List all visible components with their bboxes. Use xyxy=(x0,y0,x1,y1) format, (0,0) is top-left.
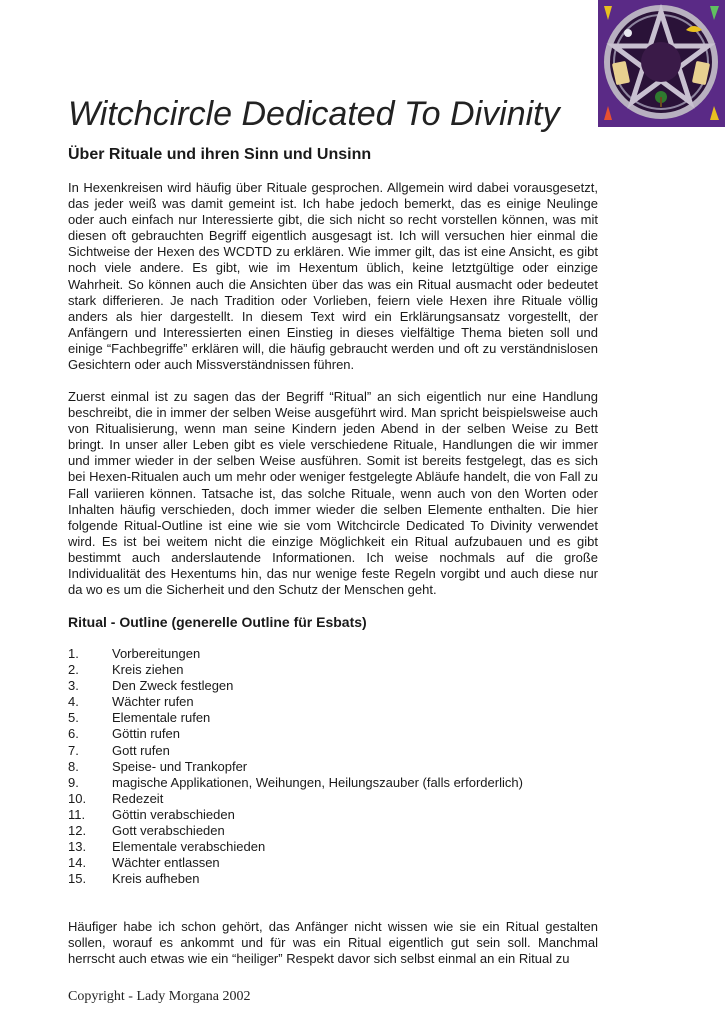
list-item xyxy=(68,871,523,887)
list-item-number: 14. xyxy=(68,855,87,871)
list-item xyxy=(68,759,523,775)
body-paragraph: Zuerst einmal ist zu sagen das der Begriff “Ritual” an sich eigentlich nur eine Handlung beschreibt, die in immer der selben Weise ausgeführt wird. Man spricht beispielsweise auch von Ritualisierung, wenn man seine Kindern jeden Abend in der selben Weise zu Bett bringt. In unser aller Leben gibt es viele verschiedene Rituale, Handlungen die wir immer und immer wieder in der selben Weise ausführen. Somit ist bereits festgelegt, das es sich bei Hexen-Ritualen auch um mehr oder weniger festgelegte Abläufe handelt, die von Fall zu Fall variieren können. Tatsache ist, das solche Rituale, wenn auch von den Worten oder Inhalten häufig verschieden, doch immer wieder die selben Elemente enthalten. Die hier folgende Ritual-Outline ist eine wie sie vom Witchcircle Dedicated To Divinity verwendet wird. Es ist bei weitem nicht die einzige Möglichkeit ein Ritual aufzubauen und es gibt bestimmt auch anderslautende Informationen. Ich weise nochmals auf die große Individualität des Hexentums hin, das nur wenige feste Regeln vorgibt und auch diese nur da wo es um die Sicherheit und den Schutz der Menschen geht. xyxy=(68,389,598,598)
page-title: Witchcircle Dedicated To Divinity xyxy=(68,95,560,133)
list-item xyxy=(68,839,523,855)
list-item xyxy=(68,791,523,807)
list-item-number: 1. xyxy=(68,646,79,661)
list-item-number: 3. xyxy=(68,678,79,694)
list-item-number: 12. xyxy=(68,823,87,839)
page-subtitle: Über Rituale und ihren Sinn und Unsinn xyxy=(68,146,372,163)
list-item-text: Kreis ziehen xyxy=(112,662,184,678)
list-item-number: 5. xyxy=(68,710,79,726)
list-item-number: 8. xyxy=(68,758,79,774)
list-item xyxy=(68,710,523,726)
list-item xyxy=(68,726,523,742)
list-item xyxy=(68,694,523,710)
list-item-number: 15. xyxy=(68,871,87,887)
body-paragraph: In Hexenkreisen wird häufig über Rituale gesprochen. Allgemein wird dabei vorausgesetzt, das jeder weiß was damit gemeint ist. Ich habe jedoch bemerkt, das es einige Neulinge oder auch einfach nur Interessierte gibt, die sich nicht so recht vorstellen können, was mit diesen oft gebrauchten Begriff eigentlich ausgesagt ist. Ich will versuchen hier einmal die Sichtweise der Hexen des WCDTD zu erklären. Wie immer gilt, das ist eine Ansicht, es gibt noch viele andere. Es gibt, wie im Hexentum üblich, keine letztgültige oder einzige Wahrheit. So können auch die Ansichten über das was ein Ritual ausmacht oder bedeutet stark differieren. Je nach Tradition oder Vorlieben, feiern viele Hexen ihre Rituale völlig anders als hier dargestellt. In diesem Text wird ein Erklärungsansatz vorgestellt, der Anfängern und Interessierten einen Einstieg in dieses vielfältige Thema bieten soll und einige “Fachbegriffe” erklären will, die häufig gebraucht werden und oft zu verständnislosen Gesichtern oder auch Missverständnissen führen. xyxy=(68,180,598,373)
list-item-text: Kreis aufheben xyxy=(112,871,200,887)
list-item-text: Redezeit xyxy=(112,790,164,806)
list-item xyxy=(68,678,523,694)
list-item xyxy=(68,775,523,791)
list-item-number: 10. xyxy=(68,790,87,806)
list-item-text: Vorbereitungen xyxy=(112,646,201,661)
list-item xyxy=(68,743,523,759)
list-item-text: Wächter rufen xyxy=(112,694,194,710)
list-item xyxy=(68,823,523,839)
list-item-number: 11. xyxy=(68,806,86,822)
list-item-text: Den Zweck festlegen xyxy=(112,678,234,694)
list-item-text: Gott rufen xyxy=(112,742,170,758)
ritual-outline-list xyxy=(68,646,523,887)
list-item-text: Wächter entlassen xyxy=(112,855,220,871)
list-item-number: 7. xyxy=(68,742,79,758)
list-item xyxy=(68,807,523,823)
pentagram-emblem-icon xyxy=(598,0,725,127)
list-item-text: Elementale rufen xyxy=(112,710,211,726)
list-item-text: Göttin rufen xyxy=(112,726,180,742)
list-item-text: Gott verabschieden xyxy=(112,823,225,839)
list-item-number: 2. xyxy=(68,662,79,678)
list-item xyxy=(68,646,523,662)
list-item xyxy=(68,855,523,871)
list-item-number: 6. xyxy=(68,726,79,742)
list-item-text: Elementale verabschieden xyxy=(112,839,266,855)
list-item xyxy=(68,662,523,678)
list-item-text: Göttin verabschieden xyxy=(112,806,235,822)
body-paragraph: Häufiger habe ich schon gehört, das Anfänger nicht wissen wie sie ein Ritual gestalten sollen, worauf es ankommt und für was ein Ritual eigentlich gut sein soll. Manchmal herrscht auch etwas wie ein “heiliger” Respekt davor sich selbst einmal an ein Ritual zu xyxy=(68,919,598,967)
list-item-number: 4. xyxy=(68,694,79,710)
list-item-number: 13. xyxy=(68,839,87,855)
list-item-number: 9. xyxy=(68,774,79,790)
list-item-text: Speise- und Trankopfer xyxy=(112,758,248,774)
list-item-text: magische Applikationen, Weihungen, Heilungszauber (falls erforderlich) xyxy=(112,774,523,790)
copyright-footer: Copyright - Lady Morgana 2002 xyxy=(68,989,251,1004)
pentagram-emblem-graphic xyxy=(598,0,725,127)
outline-heading: Ritual - Outline (generelle Outline für Esbats) xyxy=(68,614,367,630)
